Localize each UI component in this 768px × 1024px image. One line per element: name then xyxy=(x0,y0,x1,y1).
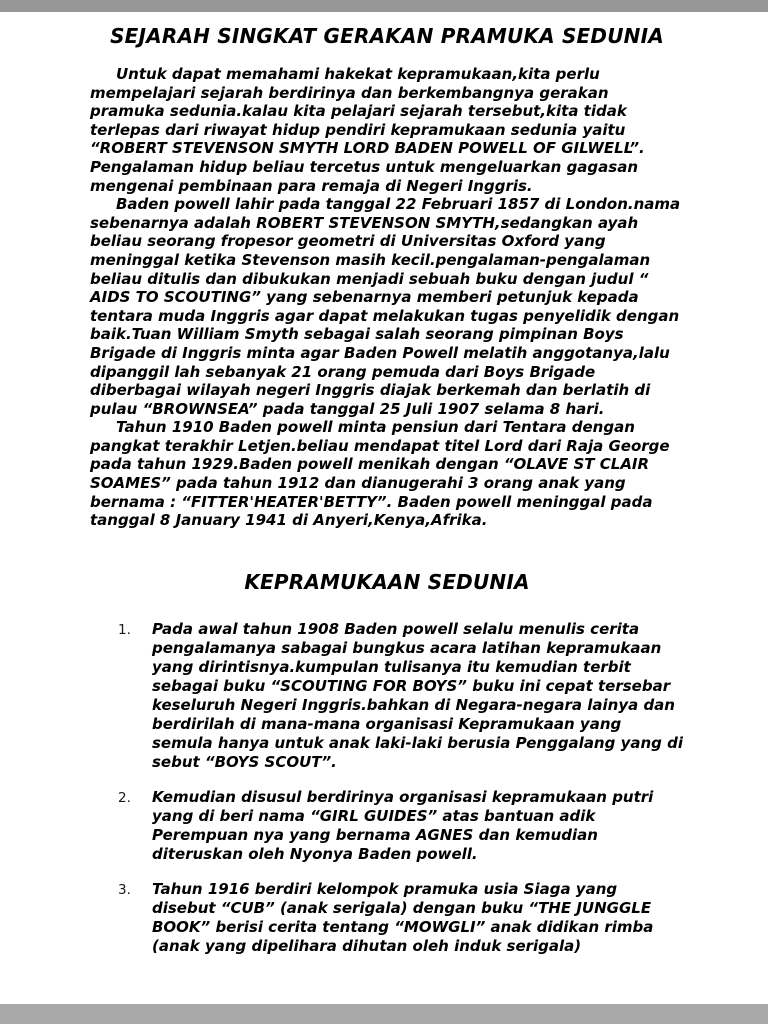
list-item-number: 3. xyxy=(118,881,131,898)
paragraph-baden-powell-birth: Baden powell lahir pada tanggal 22 Februari 1857 di London.nama sebenarnya adalah ROBERT STEVENSON SMYTH,sedangkan ayah beliau seorang fropesor geometri di Universitas Oxford yang meninggal ketika Stevenson masih kecil.pengalaman-pengalaman beliau ditulis dan dibukukan menjadi sebuah buku dengan judul “ AIDS TO SCOUTING” yang sebenarnya memberi petunjuk kepada tentara muda Inggris agar dapat melakukan tugas penyelidik dengan baik.Tuan William Smyth sebagai salah seorang pimpinan Boys Brigade di Inggris minta agar Baden Powell melatih anggotanya,lalu dipanggil lah sebanyak 21 orang pemuda dari Boys Brigade diberbagai wilayah negeri Inggris diajak berkemah dan berlatih di pulau “BROWNSEA” pada tanggal 25 Juli 1907 selama 8 hari. xyxy=(90,195,681,418)
paragraph-baden-powell-later-life: Tahun 1910 Baden powell minta pensiun dari Tentara dengan pangkat terakhir Letjen.beliau mendapat titel Lord dari Raja George pada tahun 1929.Baden powell menikah dengan “OLAVE ST CLAIR SOAMES” pada tahun 1912 dan dianugerahi 3 orang anak yang bernama : “FITTER'HEATER'BETTY”. Baden powell meninggal pada tanggal 8 January 1941 di Anyeri,Kenya,Afrika. xyxy=(90,418,670,530)
paragraph-intro: Untuk dapat memahami hakekat kepramukaan,kita perlu mempelajari sejarah berdirinya dan berkembangnya gerakan pramuka sedunia.kalau kita pelajari sejarah tersebut,kita tidak terlepas dari riwayat hidup pendiri kepramukaan sedunia yaitu “ROBERT STEVENSON SMYTH LORD BADEN POWELL OF GILWELL”. Pengalaman hidup beliau tercetus untuk mengeluarkan gagasan mengenai pembinaan para remaja di Negeri Inggris. xyxy=(90,65,645,195)
list-item-text: Tahun 1916 berdiri kelompok pramuka usia Siaga yang disebut “CUB” (anak serigala) dengan buku “THE JUNGGLE BOOK” berisi cerita tentang “MOWGLI” anak didikan rimba (anak yang dipelihara dihutan oleh induk serigala) xyxy=(152,879,654,955)
list-item xyxy=(118,620,684,772)
list-item xyxy=(118,788,684,864)
top-border xyxy=(0,0,768,12)
list-item-text: Kemudian disusul berdirinya organisasi kepramukaan putri yang di beri nama “GIRL GUIDES” atas bantuan adik Perempuan nya yang bernama AGNES dan kemudian diteruskan oleh Nyonya Baden powell. xyxy=(152,787,654,863)
page-content xyxy=(0,12,768,1004)
list-item-number: 1. xyxy=(118,621,131,638)
section-heading: KEPRAMUKAAN SEDUNIA xyxy=(244,569,530,594)
document-title: SEJARAH SINGKAT GERAKAN PRAMUKA SEDUNIA xyxy=(110,24,664,48)
list-item xyxy=(118,880,684,956)
list-item-number: 2. xyxy=(118,789,131,806)
list-item-text: Pada awal tahun 1908 Baden powell selalu menulis cerita pengalamanya sabagai bungkus acara latihan kepramukaan yang dirintisnya.kumpulan tulisanya itu kemudian terbit sebagai buku “SCOUTING FOR BOYS” buku ini cepat tersebar keseluruh Negeri Inggris.bahkan di Negara-negara lainya dan berdirilah di mana-mana organisasi Kepramukaan yang semula hanya untuk anak laki-laki berusia Penggalang yang di sebut “BOYS SCOUT”. xyxy=(152,619,683,771)
numbered-list xyxy=(90,620,684,956)
bottom-border xyxy=(0,1004,768,1024)
